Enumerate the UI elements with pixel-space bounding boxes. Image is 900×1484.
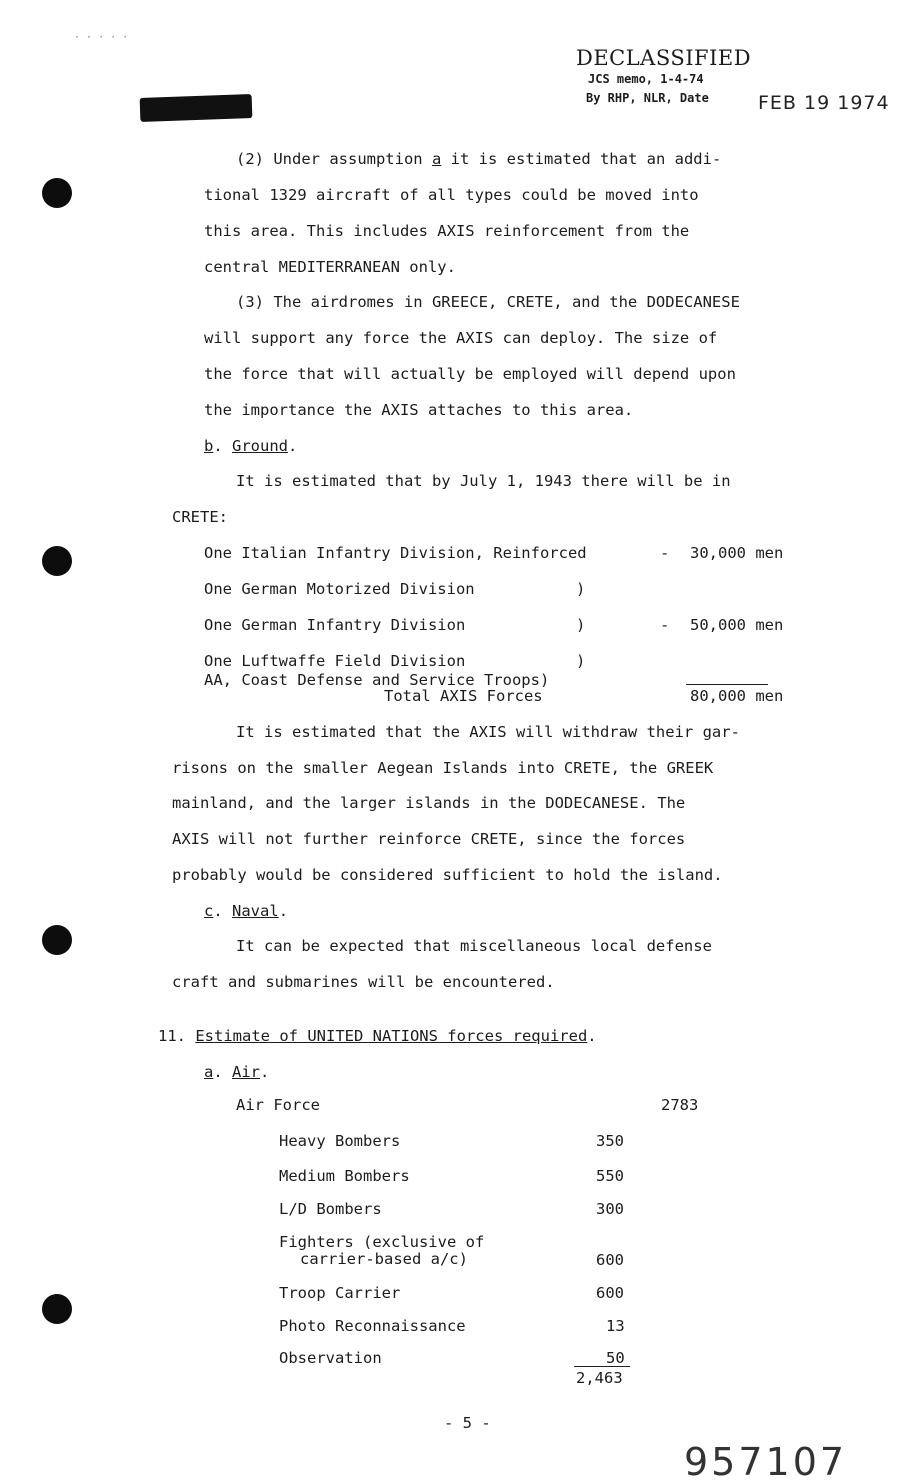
para3-line1: (3) The airdromes in GREECE, CRETE, and the DODECANESE	[236, 293, 740, 311]
force-total-rule	[686, 684, 768, 685]
declassified-memo: JCS memo, 1-4-74	[588, 72, 704, 86]
withdraw-line5: probably would be considered sufficient to hold the island.	[172, 866, 723, 884]
section-a-title: Air	[232, 1063, 261, 1081]
air-row-label: Observation	[279, 1349, 382, 1367]
force-row-3-value: 50,000 men	[690, 616, 784, 634]
section-c-letter: c	[204, 902, 214, 920]
para2-text-a: (2) Under assumption	[236, 150, 423, 168]
declassified-title: DECLASSIFIED	[576, 46, 752, 70]
air-row-label: Heavy Bombers	[279, 1132, 401, 1150]
para3-line2: will support any force the AXIS can deploy. The size of	[204, 329, 718, 347]
force-row-3-label: One German Infantry Division	[204, 616, 466, 634]
air-row-value: 600	[596, 1284, 624, 1302]
air-row-value: 550	[596, 1167, 624, 1185]
para2-line1	[236, 149, 721, 169]
page-number: - 5 -	[444, 1414, 491, 1432]
declassified-by: By RHP, NLR, Date	[586, 91, 709, 105]
air-row-label: L/D Bombers	[279, 1200, 382, 1218]
punch-hole-4	[42, 1294, 72, 1324]
ground-line1: It is estimated that by July 1, 1943 there will be in	[236, 472, 731, 490]
air-row-value: 300	[596, 1200, 624, 1218]
withdraw-line3: mainland, and the larger islands in the DODECANESE. The	[172, 794, 686, 812]
section-11-title: Estimate of UNITED NATIONS forces required	[195, 1027, 588, 1045]
speck-marks: · · · · ·	[74, 32, 129, 43]
section-a-heading: a. Air.	[204, 1063, 270, 1081]
air-row-label: Troop Carrier	[279, 1284, 401, 1302]
force-row-4-label: One Luftwaffe Field Division	[204, 652, 466, 670]
classification-marking: S___T	[140, 97, 187, 115]
force-row-3-dash: -	[660, 616, 670, 634]
declassified-date: FEB 19 1974	[758, 92, 890, 114]
air-row-label: Photo Reconnaissance	[279, 1317, 466, 1335]
section-11-heading: 11. Estimate of UNITED NATIONS forces required.	[158, 1027, 597, 1045]
section-c-title: Naval	[232, 902, 279, 920]
para2-assumption-letter: a	[431, 150, 442, 168]
air-row-value: 13	[606, 1317, 625, 1335]
section-c-heading: c. Naval.	[204, 902, 289, 920]
section-b-letter: b	[204, 437, 214, 455]
para2-text-b: it is estimated that an addi-	[450, 150, 722, 168]
air-row-value: 350	[596, 1132, 624, 1150]
air-total-value: 2,463	[576, 1369, 623, 1387]
force-total-value: 80,000 men	[690, 687, 784, 705]
ground-line2: CRETE:	[172, 508, 228, 526]
punch-hole-1	[42, 178, 72, 208]
para3-line4: the importance the AXIS attaches to this area.	[204, 401, 634, 419]
force-total-label: Total AXIS Forces	[384, 687, 543, 705]
force-row-1-dash: -	[660, 544, 670, 562]
air-row-value: 50	[606, 1349, 625, 1367]
punch-hole-3	[42, 925, 72, 955]
para2-line4: central MEDITERRANEAN only.	[204, 258, 456, 276]
force-row-5-label: AA, Coast Defense and Service Troops)	[204, 671, 550, 689]
naval-line2: craft and submarines will be encountered.	[172, 973, 555, 991]
force-row-1-value: 30,000 men	[690, 544, 784, 562]
withdraw-line4: AXIS will not further reinforce CRETE, since the forces	[172, 830, 686, 848]
air-force-value: 2783	[661, 1096, 699, 1114]
section-11-number: 11.	[158, 1027, 186, 1045]
handwritten-document-number: 957107	[684, 1440, 848, 1484]
air-total-rule	[574, 1366, 630, 1367]
section-b-title: Ground	[232, 437, 289, 455]
section-b-heading: b. Ground.	[204, 437, 298, 455]
withdraw-line1: It is estimated that the AXIS will withdraw their gar-	[236, 723, 740, 741]
para2-line2: tional 1329 aircraft of all types could be moved into	[204, 186, 699, 204]
air-force-label: Air Force	[236, 1096, 320, 1114]
force-row-4-bracket: )	[576, 652, 586, 670]
punch-hole-2	[42, 546, 72, 576]
air-row-value: 600	[596, 1251, 624, 1269]
air-row-label-cont: carrier-based a/c)	[300, 1250, 468, 1268]
force-row-2-label: One German Motorized Division	[204, 580, 475, 598]
section-a-letter: a	[204, 1063, 214, 1081]
para2-line3: this area. This includes AXIS reinforcement from the	[204, 222, 690, 240]
withdraw-line2: risons on the smaller Aegean Islands into CRETE, the GREEK	[172, 759, 714, 777]
force-row-1-label: One Italian Infantry Division, Reinforced	[204, 544, 587, 562]
air-row-label: Fighters (exclusive of	[279, 1233, 485, 1251]
para3-line3: the force that will actually be employed will depend upon	[204, 365, 736, 383]
naval-line1: It can be expected that miscellaneous local defense	[236, 937, 712, 955]
force-row-2-bracket: )	[576, 580, 586, 598]
force-row-3-bracket: )	[576, 616, 586, 634]
air-row-label: Medium Bombers	[279, 1167, 410, 1185]
